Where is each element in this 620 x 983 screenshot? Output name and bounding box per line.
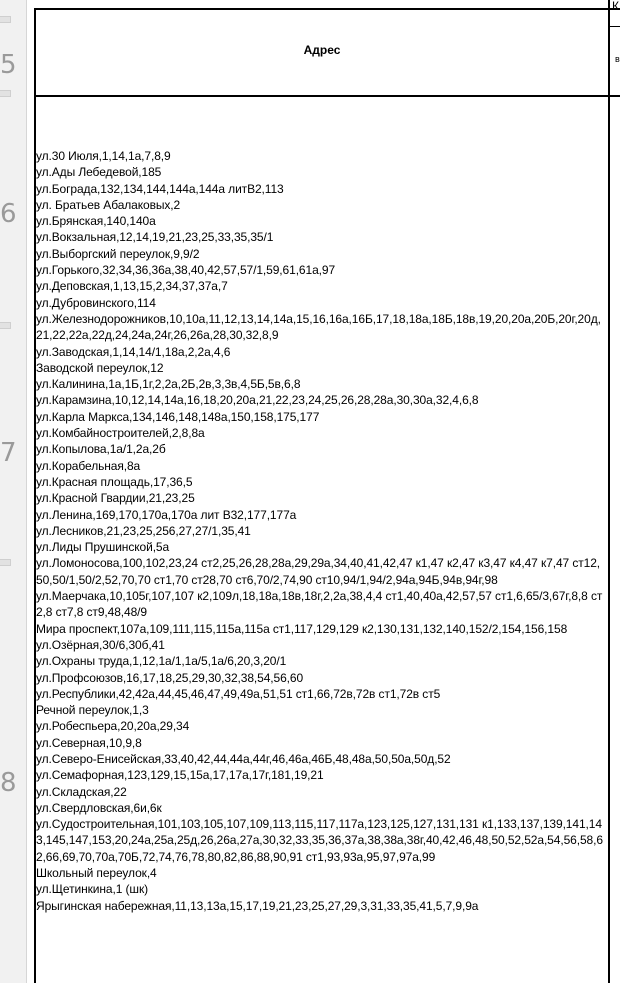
address-line: Ярыгинская набережная,11,13,13а,15,17,19,21,23,25,27,29,3,31,33,35,41,5,7,9,9а xyxy=(36,898,479,913)
address-line: ул.Охраны труда,1,12,1а/1,1а/5,1а/6,20,3,20/1 xyxy=(36,654,287,669)
next-column-header: К xyxy=(612,0,619,13)
address-line: ул. Братьев Абалаковых,2 xyxy=(36,197,181,212)
address-line: ул.Комбайностроителей,2,8,8а xyxy=(36,426,205,441)
gutter-marker xyxy=(0,322,11,329)
address-line: ул.Дубровинского,114 xyxy=(36,295,156,310)
address-line: Заводской переулок,12 xyxy=(36,360,164,375)
address-line: Речной переулок,1,3 xyxy=(36,703,149,718)
address-line: ул.Судостроительная,101,103,105,107,109,113,115,117,117а,123,125,127,131,131 к1,133,137,139,141,143,145,147,153,20,24а,25а,25д,26,26а,27а,30,32,33,35,36,37а,38,38а,38г,40,42,46,48,50,52,52а,54,56,58,62,66,69,70,70а,70Б,72,74,76,78,80,82,86,88,90,91 ст1,93,93а,95,97,97а,99 xyxy=(36,817,603,864)
address-line: ул.Ломоносова,100,102,23,24 ст2,25,26,28,28а,29,29а,34,40,41,42,47 к1,47 к2,47 к3,47 к4,47 к7,47 ст12,50,50/1,50/2,52,70,70 ст1,70 ст28,70 ст6,70/2,74,90 ст10,94/1,94/2,94а,94Б,94в,94г,98 xyxy=(36,556,601,587)
gutter-marker xyxy=(0,90,11,97)
address-line: ул.Лиды Прушинской,5а xyxy=(36,540,170,555)
address-line: ул.Республики,42,42а,44,45,46,47,49,49а,51,51 ст1,66,72в,72в ст1,72в ст5 xyxy=(36,686,441,701)
row-number: 6 xyxy=(0,199,17,229)
next-column-rule xyxy=(610,26,620,27)
address-line: ул.Складская,22 xyxy=(36,784,127,799)
row-number: 7 xyxy=(0,438,17,468)
gutter-marker xyxy=(0,559,11,566)
address-line: ул.Лесников,21,23,25,256,27,27/1,35,41 xyxy=(36,523,251,538)
address-line: ул.Карамзина,10,12,14,14а,16,18,20,20а,21,22,23,24,25,26,28,28а,30,30а,32,4,6,8 xyxy=(36,393,479,408)
address-line: ул.Заводская,1,14,14/1,18а,2,2а,4,6 xyxy=(36,344,231,359)
address-line: ул.Красной Гвардии,21,23,25 xyxy=(36,491,195,506)
gutter-marker xyxy=(0,16,11,23)
header-bottom-border xyxy=(34,95,620,97)
address-line: ул.Калинина,1а,1Б,1г,2,2а,2Б,2в,3,3в,4,5Б,5в,6,8 xyxy=(36,377,301,392)
address-line: ул.Свердловская,6и,6к xyxy=(36,800,162,815)
address-line: ул.Копылова,1а/1,2а,2б xyxy=(36,442,166,457)
address-line: ул.Щетинкина,1 (шк) xyxy=(36,882,148,897)
address-line: ул.Железнодорожников,10,10а,11,12,13,14,14а,15,16,16а,16Б,17,18,18а,18Б,18в,19,20,20а,20Б,20г,20д,21,22,22а,22д,24,24а,24г,26,26а,28,30,32,8,9 xyxy=(36,311,601,343)
address-line: ул.Красная площадь,17,36,5 xyxy=(36,474,193,489)
address-list xyxy=(36,148,606,914)
address-line: ул.Карла Маркса,134,146,148,148а,150,158,175,177 xyxy=(36,409,320,424)
address-line: ул.Северо-Енисейская,33,40,42,44,44а,44г,46,46а,46Б,48,48а,50,50а,50д,52 xyxy=(36,751,451,766)
next-column-mark: в xyxy=(615,54,620,64)
document-sheet xyxy=(28,0,620,983)
table-top-border xyxy=(34,8,620,10)
column-divider xyxy=(608,0,610,983)
address-column-header: Адрес xyxy=(303,43,341,57)
row-number: 5 xyxy=(0,50,17,80)
address-line: ул.Ады Лебедевой,185 xyxy=(36,165,162,180)
address-line: ул.Деповская,1,13,15,2,34,37,37а,7 xyxy=(36,279,228,294)
address-line: ул.Бограда,132,134,144,144а,144а литВ2,113 xyxy=(36,181,284,196)
address-line: ул.Корабельная,8а xyxy=(36,458,141,473)
address-line: Школьный переулок,4 xyxy=(36,866,157,881)
address-line: ул.Брянская,140,140а xyxy=(36,214,156,229)
address-line: ул.Робеспьера,20,20а,29,34 xyxy=(36,719,190,734)
address-line: ул.Озёрная,30/6,30б,41 xyxy=(36,637,165,652)
address-line: ул.Профсоюзов,16,17,18,25,29,30,32,38,54,56,60 xyxy=(36,670,304,685)
address-line: ул.Горького,32,34,36,36а,38,40,42,57,57/1,59,61,61а,97 xyxy=(36,263,336,278)
address-line: ул.Северная,10,9,8 xyxy=(36,735,142,750)
address-line: ул.Маерчака,10,105г,107,107 к2,109л,18,18а,18в,18г,2,2а,38,4,4 ст1,40,40а,42,57,57 ст1,6,65/3,67г,8,8 ст2,8 ст7,8 ст9,48,48/9 xyxy=(36,589,603,620)
address-line: ул.30 Июля,1,14,1а,7,8,9 xyxy=(36,149,171,163)
address-line: ул.Выборгский переулок,9,9/2 xyxy=(36,246,200,261)
row-number: 8 xyxy=(0,768,17,798)
address-line: ул.Семафорная,123,129,15,15а,17,17а,17г,181,19,21 xyxy=(36,768,324,783)
address-line: ул.Ленина,169,170,170а,170а лит В32,177,177а xyxy=(36,507,297,522)
address-line: ул.Вокзальная,12,14,19,21,23,25,33,35,35/1 xyxy=(36,230,274,245)
row-number-gutter xyxy=(0,0,27,983)
address-line: Мира проспект,107а,109,111,115,115а,115а ст1,117,129,129 к2,130,131,132,140,152/2,154,156,158 xyxy=(36,621,568,636)
